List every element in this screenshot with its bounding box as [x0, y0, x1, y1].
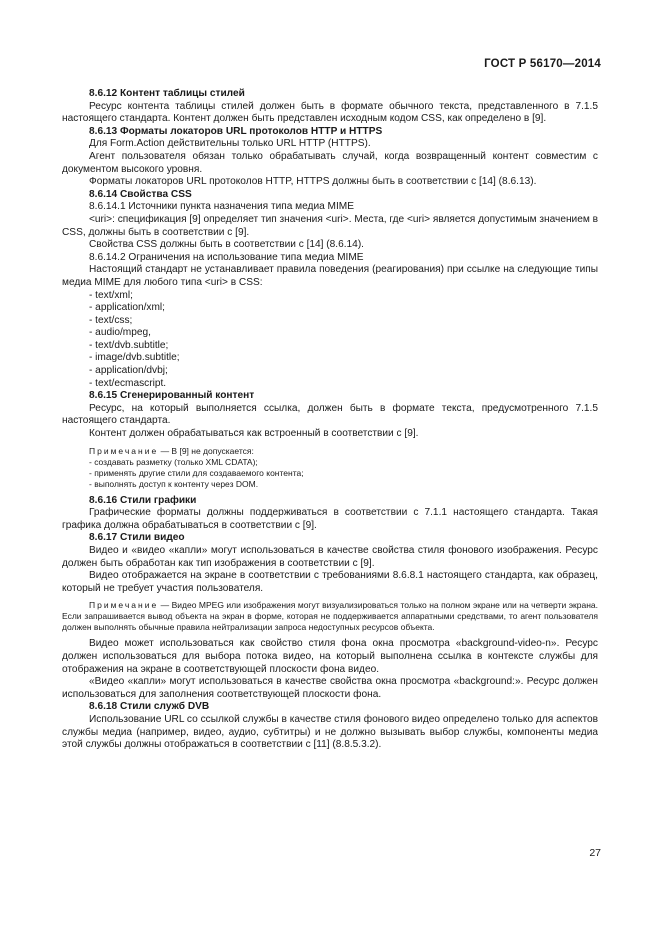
list-item: - image/dvb.subtitle; — [89, 352, 180, 364]
note-label: Примечание — [89, 445, 159, 456]
paragraph: Видео и «видео «капли» могут использоваться в качестве свойства стиля фонового изображения. Ресурс должен быть обработан как тип изображения в соответствии с [9]. — [62, 545, 598, 569]
list-item: - application/dvbj; — [89, 365, 168, 377]
paragraph: Для Form.Action действительны только URL HTTP (HTTPS). — [89, 138, 371, 150]
section-heading: 8.6.17 Стили видео — [89, 532, 185, 544]
paragraph: Использование URL со ссылкой службы в качестве стиля фонового видео определено только для аспектов службы медиа (например, видео, аудио, субтитры) и не должно вызывать выбор службы, компоненты медиа этой службы должны отображаться в соответствии с [11] (8.8.5.3.2). — [62, 713, 598, 751]
paragraph: Видео может использоваться как свойство стиля фона окна просмотра «background-video-n». Ресурс должен использоваться для выбора потока видео, на который выполнена ссылка в контексте службы для отображения на экране в соответствующей плоскости фона видео. — [62, 638, 598, 675]
list-item: - text/ecmascript. — [89, 377, 167, 389]
document-header: ГОСТ Р 56170—2014 — [484, 58, 601, 70]
paragraph: 8.6.14.2 Ограничения на использование типа медиа MIME — [89, 251, 364, 263]
note-block — [62, 600, 598, 633]
list-item: - audio/mpeg, — [89, 327, 151, 339]
paragraph: Видео отображается на экране в соответствии с требованиями 8.6.8.1 настоящего стандарта, как образец, который не требует участия пользователя. — [62, 570, 598, 594]
note-list-item: - создавать разметку (только XML CDATA); — [89, 456, 258, 467]
paragraph: Настоящий стандарт не устанавливает правила поведения (реагирования) при ссылке на следующие типы медиа MIME для любого типа <uri> в CSS: — [62, 264, 598, 288]
note-list-item: - применять другие стили для создаваемого контента; — [89, 467, 304, 478]
list-item: - text/xml; — [89, 289, 133, 301]
paragraph: «Видео «капли» могут использоваться в качестве свойства окна просмотра «background:». Ресурс должен использоваться для заполнения соответствующей плоскости фона. — [62, 676, 598, 700]
paragraph: Агент пользователя обязан только обрабатывать случай, когда возвращенный контент совместим с документом высокого уровня. — [62, 150, 598, 175]
note-text — [62, 446, 598, 457]
section-heading: 8.6.14 Свойства CSS — [89, 188, 192, 200]
note-list-item: - выполнять доступ к контенту через DOM. — [89, 478, 259, 489]
list-item: - application/xml; — [89, 302, 165, 314]
section-heading: 8.6.15 Сгенерированный контент — [89, 390, 255, 402]
section-heading: 8.6.12 Контент таблицы стилей — [89, 88, 245, 99]
paragraph: Контент должен обрабатываться как встроенный в соответствии с [9]. — [89, 428, 419, 440]
section-heading: 8.6.16 Стили графики — [89, 494, 197, 506]
section-heading: 8.6.13 Форматы локаторов URL протоколов HTTP и HTTPS — [89, 125, 383, 137]
list-item: - text/dvb.subtitle; — [89, 339, 169, 351]
section-heading: 8.6.18 Стили служб DVB — [89, 701, 210, 713]
list-item: - text/css; — [89, 314, 133, 326]
note-text — [62, 600, 598, 633]
paragraph: Графические форматы должны поддерживаться в соответствии с 7.1.1 настоящего стандарта. Такая графика должна обрабатываться в соответствии с [9]. — [62, 507, 598, 531]
document-body — [62, 88, 598, 752]
paragraph: Ресурс контента таблицы стилей должен быть в формате обычного текста, представленного в 7.1.5 настоящего стандарта. Контент должен быть представлен исходным кодом CSS, как определено в [9]. — [62, 100, 598, 125]
paragraph: Ресурс, на который выполняется ссылка, должен быть в формате текста, предусмотренного 7.1.5 настоящего стандарта. — [62, 402, 598, 427]
paragraph: Форматы локаторов URL протоколов HTTP, HTTPS должны быть в соответствии с [14] (8.6.13). — [89, 176, 537, 188]
paragraph: Свойства CSS должны быть в соответствии с [14] (8.6.14). — [89, 239, 364, 251]
note-label: Примечание — [89, 600, 159, 611]
note-body: — Видео MPEG или изображения могут визуализироваться только на полном экране или на четверти экрана. Если запрашивается вывод объекта на экран в форме, которая не поддерживается аппаратными средствами, то агент пользователя должен выполнять обычные правила нейтрализации запроса недоступных ресурсов объекта. — [62, 600, 598, 633]
note-block — [62, 446, 598, 490]
note-body: — В [9] не допускается: — [158, 445, 254, 456]
paragraph: <uri>: спецификация [9] определяет тип значения <uri>. Места, где <uri> является допустимым значением в CSS, должны быть в соответствии с [9]. — [62, 213, 598, 238]
page-number: 27 — [589, 847, 601, 859]
paragraph: 8.6.14.1 Источники пункта назначения типа медиа MIME — [89, 201, 354, 213]
